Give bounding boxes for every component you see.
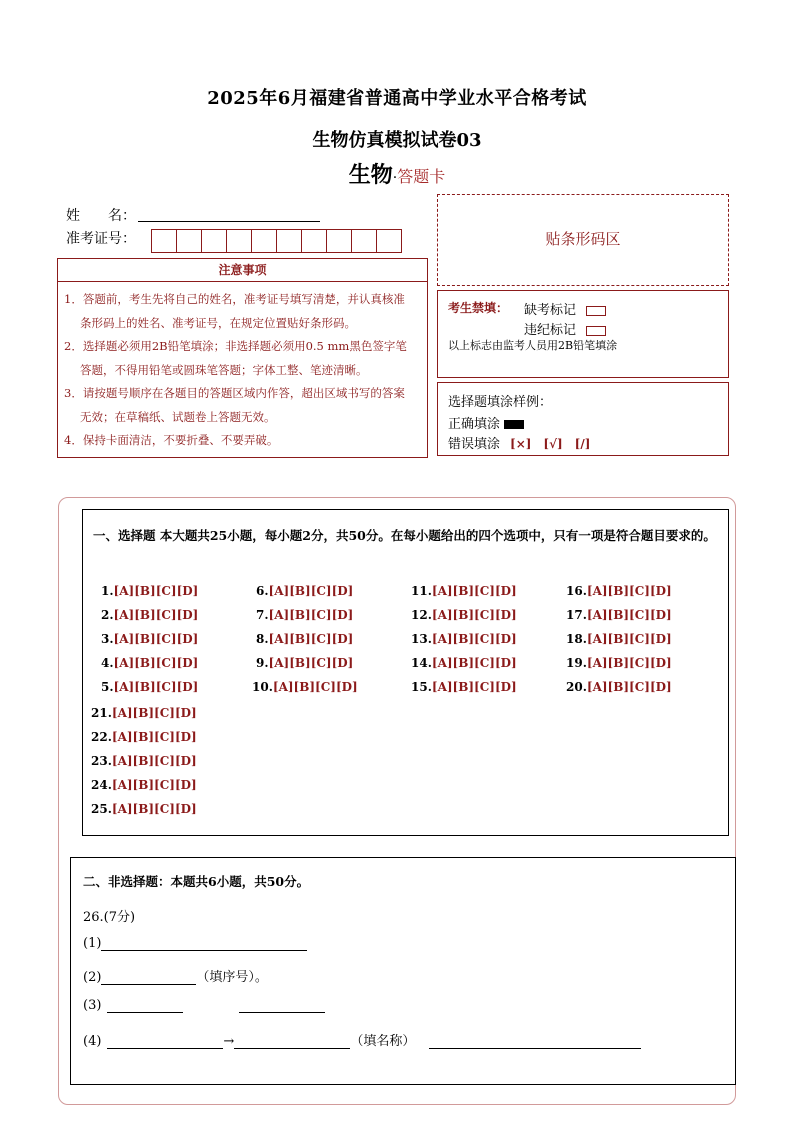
correct-fill-mark [504, 420, 524, 429]
subject-title [0, 158, 794, 189]
mc-question-20[interactable] [566, 680, 672, 694]
notice-item: 答题，不得用铅笔或圆珠笔答题；字体工整、笔迹清晰。 [80, 362, 368, 377]
id-digit-box[interactable] [201, 229, 227, 253]
section1-heading: 一、选择题 本大题共25小题，每小题2分，共50分。在每小题给出的四个选项中，只有一项是符合题目要求的。 [93, 528, 716, 543]
wrong-fill-marks: [×] [√] [/] [510, 437, 591, 451]
notice-item: 1．答题前，考生先将自己的姓名，准考证号填写清楚，并认真核准 [64, 292, 405, 306]
mc-question-11[interactable] [411, 584, 517, 598]
mc-question-number: 23. [91, 754, 112, 768]
mc-options[interactable]: [A][B][C][D] [113, 608, 199, 622]
mc-question-number: 18. [566, 632, 587, 646]
mc-question-21[interactable] [91, 706, 197, 720]
mc-question-18[interactable] [566, 632, 672, 646]
mc-question-number: 13. [411, 632, 432, 646]
mc-question-number: 7. [256, 608, 269, 622]
mc-question-19[interactable] [566, 656, 672, 670]
mc-options[interactable]: [A][B][C][D] [431, 680, 517, 694]
mc-question-25[interactable] [91, 802, 197, 816]
notice-item: 3．请按题号顺序在各题目的答题区域内作答，超出区域书写的答案 [64, 386, 405, 400]
q26-1-label: (1) [83, 936, 102, 951]
mc-question-number: 22. [91, 730, 112, 744]
q26-4-answer-line-b[interactable] [234, 1034, 350, 1049]
mc-options[interactable]: [A][B][C][D] [586, 656, 672, 670]
examiner-only-title: 考生禁填： [448, 301, 509, 315]
correct-fill-label: 正确填涂 [448, 417, 501, 432]
mc-question-number: 20. [566, 680, 587, 694]
mc-options[interactable]: [A][B][C][D] [586, 608, 672, 622]
mc-question-17[interactable] [566, 608, 672, 622]
mc-question-number: 14. [411, 656, 432, 670]
q26-3-answer-line-a[interactable] [107, 998, 183, 1013]
mc-question-number: 25. [91, 802, 112, 816]
notice-item: 2．选择题必须用2B铅笔填涂；非选择题必须用0.5 mm黑色签字笔 [64, 339, 407, 353]
mc-question-number: 3. [101, 632, 114, 646]
violation-mark-label: 违纪标记 [524, 323, 577, 338]
id-digit-box[interactable] [301, 229, 327, 253]
mc-options[interactable]: [A][B][C][D] [111, 706, 197, 720]
mc-options[interactable]: [A][B][C][D] [111, 778, 197, 792]
name-label: 姓 名： [66, 208, 136, 224]
mc-options[interactable]: [A][B][C][D] [268, 632, 354, 646]
mc-options[interactable]: [A][B][C][D] [431, 656, 517, 670]
examiner-only-box [437, 290, 729, 378]
absent-mark-label: 缺考标记 [524, 303, 577, 318]
wrong-fill-label: 错误填涂 [448, 437, 501, 452]
mc-options[interactable]: [A][B][C][D] [431, 632, 517, 646]
mc-question-10[interactable] [252, 680, 358, 694]
mc-question-number: 5. [101, 680, 114, 694]
q26-4-hint: （填名称） [350, 1034, 416, 1049]
notice-heading: 注意事项 [58, 259, 427, 282]
mc-question-22[interactable] [91, 730, 197, 744]
mc-options[interactable]: [A][B][C][D] [113, 680, 199, 694]
exam-title: 2025年6月福建省普通高中学业水平合格考试 [207, 88, 587, 109]
mc-options[interactable]: [A][B][C][D] [111, 802, 197, 816]
mc-question-13[interactable] [411, 632, 517, 646]
multiple-choice-section [82, 509, 729, 836]
mc-question-14[interactable] [411, 656, 517, 670]
mc-question-1[interactable] [101, 584, 198, 598]
name-field[interactable] [138, 207, 320, 222]
mc-options[interactable]: [A][B][C][D] [268, 608, 354, 622]
mc-question-7[interactable] [256, 608, 353, 622]
mc-question-number: 6. [256, 584, 269, 598]
mc-question-6[interactable] [256, 584, 353, 598]
mc-options[interactable]: [A][B][C][D] [431, 608, 517, 622]
free-response-section [70, 857, 736, 1085]
q26-2-hint: （填序号）。 [196, 970, 268, 985]
id-number-boxes[interactable] [152, 229, 402, 253]
mc-question-number: 1. [101, 584, 114, 598]
paper-title: 生物仿真模拟试卷03 [312, 130, 482, 151]
notice-item: 条形码上的姓名、准考证号，在规定位置贴好条形码。 [80, 315, 356, 330]
barcode-area: 贴条形码区 [437, 194, 729, 286]
mc-options[interactable]: [A][B][C][D] [268, 656, 354, 670]
mc-options[interactable]: [A][B][C][D] [586, 680, 672, 694]
mc-question-number: 21. [91, 706, 112, 720]
mc-question-number: 17. [566, 608, 587, 622]
notice-box [57, 258, 428, 458]
mc-question-24[interactable] [91, 778, 197, 792]
id-digit-box[interactable] [176, 229, 202, 253]
arrow-glyph: → [223, 1034, 235, 1049]
q26-2-label: (2) [83, 970, 102, 985]
mc-question-number: 15. [411, 680, 432, 694]
q26-2-answer-line[interactable] [101, 970, 196, 985]
mc-question-2[interactable] [101, 608, 198, 622]
mc-question-number: 12. [411, 608, 432, 622]
id-digit-box[interactable] [151, 229, 177, 253]
mc-question-23[interactable] [91, 754, 197, 768]
mc-question-4[interactable] [101, 656, 198, 670]
q26-3-label: (3) [83, 998, 102, 1013]
mc-question-number: 16. [566, 584, 587, 598]
section2-heading: 二、非选择题：本题共6小题，共50分。 [83, 874, 310, 889]
mc-options[interactable]: [A][B][C][D] [586, 632, 672, 646]
mc-options[interactable]: [A][B][C][D] [586, 584, 672, 598]
mc-question-8[interactable] [256, 632, 353, 646]
id-digit-box[interactable] [251, 229, 277, 253]
absent-mark-box[interactable] [586, 306, 606, 316]
id-digit-box[interactable] [226, 229, 252, 253]
notice-item: 无效；在草稿纸、试题卷上答题无效。 [80, 409, 276, 424]
notice-item: 4．保持卡面清洁，不要折叠、不要弄破。 [64, 433, 279, 447]
q26-label: 26.(7分) [83, 910, 136, 925]
subject-name: 生物 [348, 162, 393, 188]
q26-4-answer-line-a[interactable] [107, 1034, 223, 1049]
mc-question-number: 24. [91, 778, 112, 792]
id-digit-box[interactable] [351, 229, 377, 253]
mc-question-number: 10. [252, 680, 273, 694]
q26-1-answer-line[interactable] [101, 936, 307, 951]
fill-sample-box [437, 382, 729, 456]
id-digit-box[interactable] [376, 229, 402, 253]
q26-3-answer-line-b[interactable] [239, 998, 325, 1013]
mc-question-12[interactable] [411, 608, 517, 622]
mc-question-5[interactable] [101, 680, 198, 694]
id-digit-box[interactable] [276, 229, 302, 253]
mc-question-16[interactable] [566, 584, 672, 598]
mc-options[interactable]: [A][B][C][D] [431, 584, 517, 598]
mc-options[interactable]: [A][B][C][D] [111, 730, 197, 744]
q26-4-answer-line-c[interactable] [429, 1034, 641, 1049]
mc-question-number: 9. [256, 656, 269, 670]
mc-question-number: 2. [101, 608, 114, 622]
id-label: 准考证号： [66, 231, 136, 247]
answer-card-label: 答题卡 [397, 167, 446, 186]
examiner-note: 以上标志由监考人员用2B铅笔填涂 [448, 339, 618, 352]
fill-sample-title: 选择题填涂样例： [448, 395, 553, 410]
mc-options[interactable]: [A][B][C][D] [111, 754, 197, 768]
mc-question-number: 19. [566, 656, 587, 670]
q26-4-label: (4) [83, 1034, 102, 1049]
mc-question-number: 4. [101, 656, 114, 670]
id-digit-box[interactable] [326, 229, 352, 253]
mc-question-9[interactable] [256, 656, 353, 670]
mc-question-number: 8. [256, 632, 269, 646]
mc-options[interactable]: [A][B][C][D] [268, 584, 354, 598]
violation-mark-box[interactable] [586, 326, 606, 336]
mc-question-15[interactable] [411, 680, 517, 694]
mc-options[interactable]: [A][B][C][D] [113, 584, 199, 598]
mc-options[interactable]: [A][B][C][D] [272, 680, 358, 694]
mc-question-number: 11. [411, 584, 432, 598]
mc-options[interactable]: [A][B][C][D] [113, 632, 199, 646]
title-separator: · [392, 170, 398, 186]
mc-options[interactable]: [A][B][C][D] [113, 656, 199, 670]
mc-question-3[interactable] [101, 632, 198, 646]
